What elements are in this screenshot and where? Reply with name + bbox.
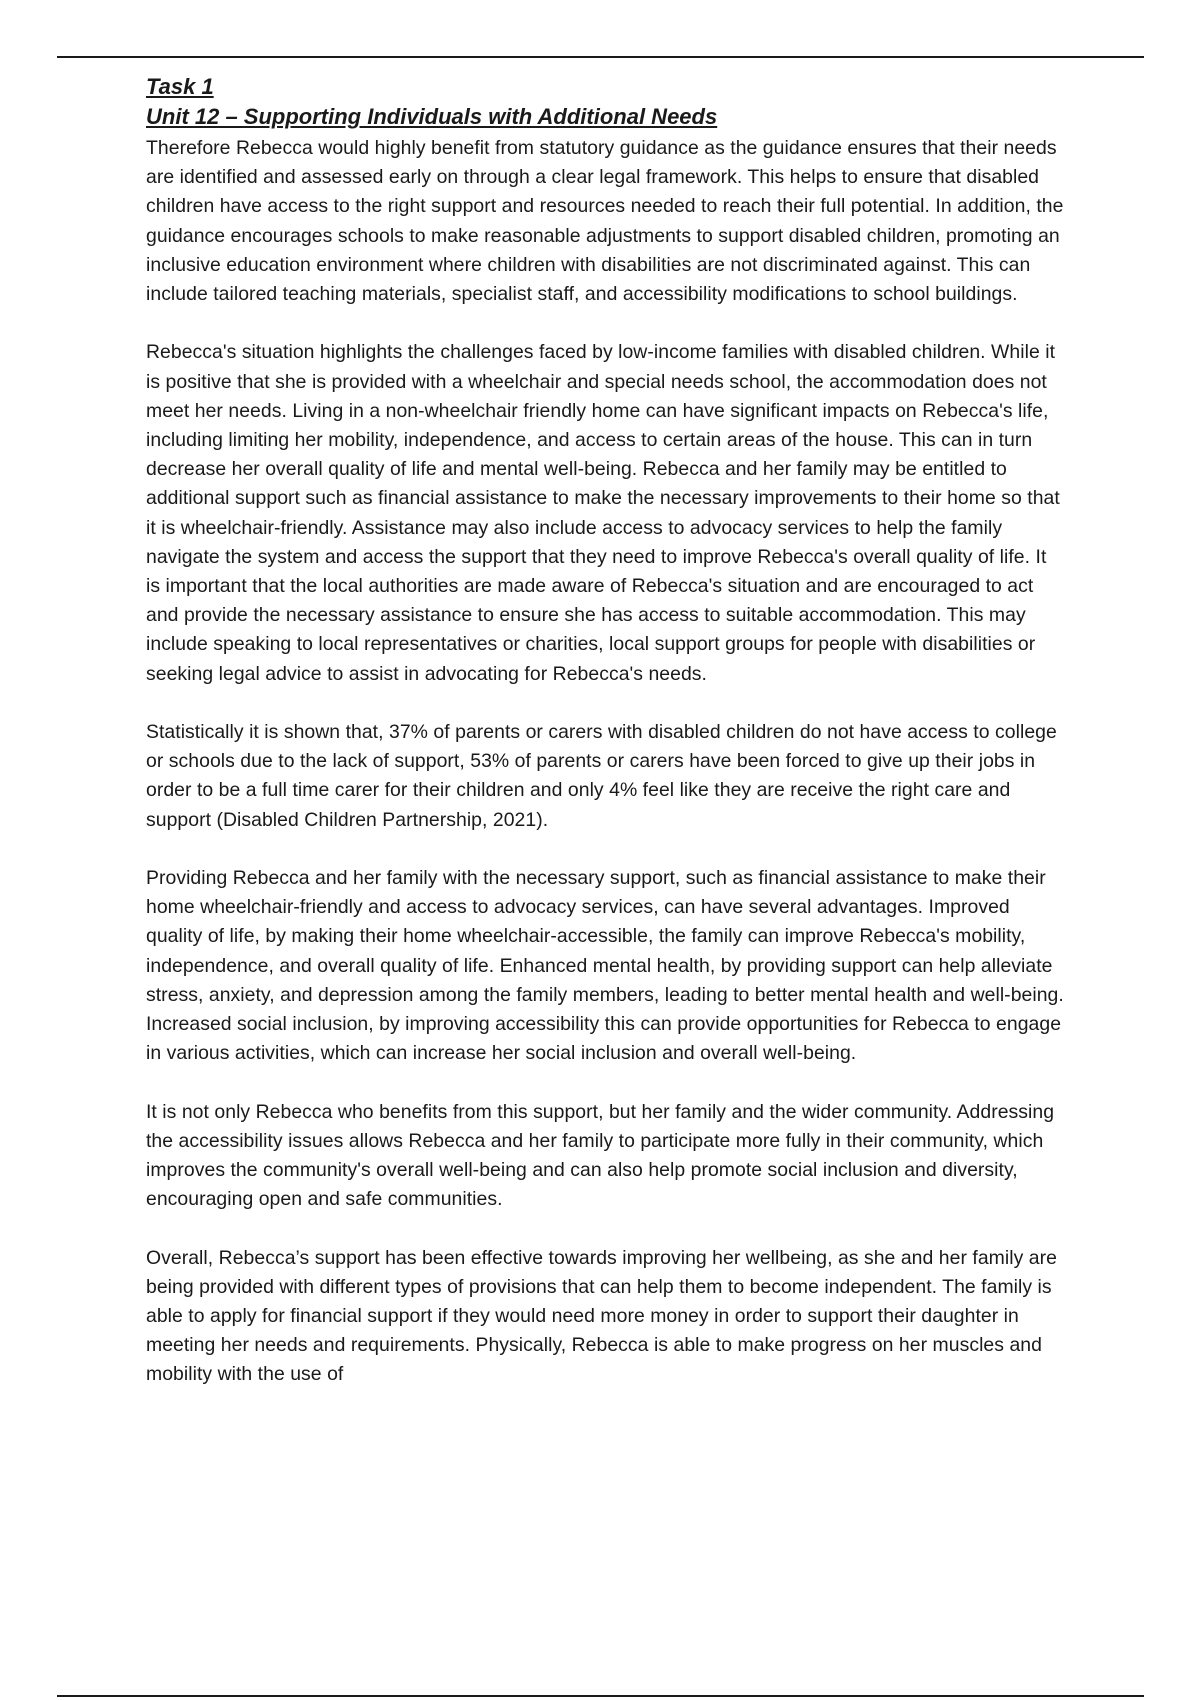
paragraph-advantages: Providing Rebecca and her family with the necessary support, such as financial assistance to make their home wheelchair-friendly and access to advocacy services, can have several advantages. Improved quality of life, by making their home wheelchair-accessible, the family can improve Rebecca's mobility, independence, and overall quality of life. Enhanced mental health, by providing support can help alleviate stress, anxiety, and depression among the family members, leading to better mental health and well-being. Increased social inclusion, by improving accessibility this can provide opportunities for Rebecca to engage in various activities, which can increase her social inclusion and overall well-being. xyxy=(146,867,1064,1065)
footer-rule xyxy=(57,1695,1144,1697)
header-rule xyxy=(57,56,1144,58)
paragraph-community: It is not only Rebecca who benefits from this support, but her family and the wider community. Addressing the accessibility issues allows Rebecca and her family to participate more fully in their community, which improves the community's overall well-being and can also help promote social inclusion and diversity, encouraging open and safe communities. xyxy=(146,1100,1055,1211)
paragraph-list xyxy=(146,134,1064,1390)
paragraph-statistics: Statistically it is shown that, 37% of parents or carers with disabled children do not have access to college or schools due to the lack of support, 53% of parents or carers have been forced to give up their jobs in order to be a full time carer for their children and only 4% feel like they are receive the right care and support (Disabled Children Partnership, 2021). xyxy=(146,721,1057,831)
unit-title: Unit 12 – Supporting Individuals with Additional Needs xyxy=(146,104,718,129)
document-body xyxy=(146,72,1064,1419)
paragraph-statutory-guidance: Therefore Rebecca would highly benefit from statutory guidance as the guidance ensures that their needs are identified and assessed early on through a clear legal framework. This helps to ensure that disabled children have access to the right support and resources needed to reach their full potential. In addition, the guidance encourages schools to make reasonable adjustments to support disabled children, promoting an inclusive education environment where children with disabilities are not discriminated against. This can include tailored teaching materials, specialist staff, and accessibility modifications to school buildings. xyxy=(146,137,1064,306)
task-label: Task 1 xyxy=(146,74,214,99)
paragraph-overall: Overall, Rebecca’s support has been effective towards improving her wellbeing, as she and her family are being provided with different types of provisions that can help them to become independent. The family is able to apply for financial support if they would need more money in order to support their daughter in meeting her needs and requirements. Physically, Rebecca is able to make progress on her muscles and mobility with the use of xyxy=(146,1246,1057,1386)
paragraph-rebecca-situation: Rebecca's situation highlights the challenges faced by low-income families with disabled children. While it is positive that she is provided with a wheelchair and special needs school, the accommodation does not meet her needs. Living in a non-wheelchair friendly home can have significant impacts on Rebecca's life, including limiting her mobility, independence, and access to certain areas of the house. This can in turn decrease her overall quality of life and mental well-being. Rebecca and her family may be entitled to additional support such as financial assistance to make the necessary improvements to their home so that it is wheelchair-friendly. Assistance may also include access to advocacy services to help the family navigate the system and access the support that they need to improve Rebecca's overall quality of life. It is important that the local authorities are made aware of Rebecca's situation and are encouraged to act and provide the necessary assistance to ensure she has access to suitable accommodation. This may include speaking to local representatives or charities, local support groups for people with disabilities or seeking legal advice to assist in advocating for Rebecca's needs. xyxy=(146,341,1060,685)
